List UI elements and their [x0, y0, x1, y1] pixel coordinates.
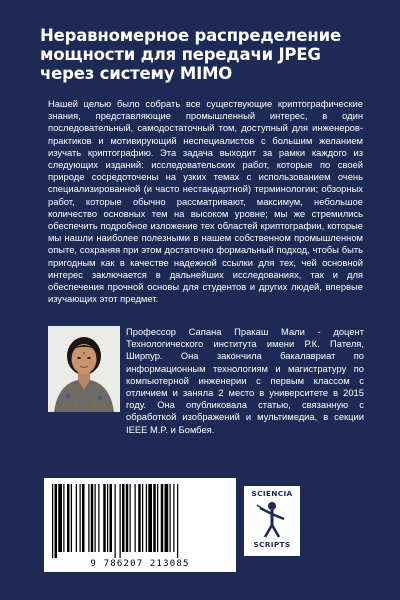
barcode-bar: [157, 484, 158, 552]
author-photo: [48, 326, 120, 412]
barcode-bar: [76, 484, 77, 552]
isbn-number: 9 786207 213085: [90, 559, 190, 569]
barcode-bar: [71, 484, 72, 552]
barcode-bar: [130, 484, 131, 552]
barcode-bar: [58, 484, 62, 552]
barcode-bar: [80, 484, 81, 552]
barcode-bar: [148, 484, 152, 552]
book-title-line: Неравномерное распределение: [40, 26, 341, 45]
barcode-bar: [126, 484, 129, 552]
barcode-bar: [110, 484, 113, 552]
publisher-name-line: SCRIPTS: [253, 540, 291, 549]
barcode-bar: [120, 484, 121, 558]
book-title: [40, 26, 370, 83]
author-bio: Профессор Сапана Пракаш Мали - доцент Технологического института имени Р.К. Пателя, Ширпур. Она закончила бакалавриат по информационным технологиям и магистратуру по компьютерной инженерии с первым классом с отличием и заняла 2 место в университете в 2015 году. Она опубликовала статью, связанную с обработкой изображений и мультимедиа, в секции IEEE M.P. и Бомбея.: [126, 326, 364, 435]
barcode-bar: [91, 484, 94, 552]
barcode-bar: [82, 484, 85, 552]
barcode-bar: [103, 484, 106, 552]
barcode-bar: [63, 484, 64, 552]
barcode-bar: [161, 484, 164, 552]
book-description: Нашей целью было собрать все существующие криптографические знания, представляющие промышленный интерес, в один последовательный, самодостаточный том, доступный для инженеров-практиков и мотивирующий неспециалистов с большим желанием изучать криптографию. Эта задача выходит за рамки каждого из следующих изданий: исследовательских работ, которые по своей природе сосредоточены на узких темах с использованием очень специализированной (и часто нестандартной) терминологии; обзорных работ, которые обычно рассматривают, максимум, небольшое количество основных тем на высоком уровне; мы же стремились обеспечить подробное изложение тех областей криптографии, которые мы нашли наиболее полезными в нашем собственном промышленном опыте, сохраняя при этом достаточно формальный подход, чтобы быть пригодным как в качестве надежной ссылки для тех, чей основной интерес заключается в дальнейших исследованиях, так и для обеспечения прочной основы для студентов и других людей, впервые изучающих этот предмет.: [48, 98, 363, 305]
barcode-icon: [50, 484, 230, 558]
barcode-bar: [177, 484, 178, 558]
barcode-bar: [88, 484, 89, 552]
barcode-bar: [138, 484, 141, 552]
barcode-bar: [153, 484, 156, 552]
barcode-bar: [115, 484, 116, 558]
isbn-barcode: [44, 478, 236, 572]
barcode-bar: [98, 484, 99, 552]
barcode-bar: [52, 484, 53, 558]
barcode-bar: [67, 484, 70, 552]
barcode-bar: [165, 484, 169, 552]
barcode-bar: [122, 484, 125, 552]
barcode-bar: [95, 484, 96, 552]
publisher-logo: [244, 486, 300, 556]
barcode-bar: [170, 484, 171, 552]
barcode-bar: [146, 484, 147, 552]
book-title-line: мощности для передачи JPEG: [40, 45, 321, 64]
barcode-bar: [142, 484, 143, 552]
barcode-bar: [55, 484, 58, 558]
author-portrait-icon: [48, 326, 120, 412]
publisher-name-line: SCIENCIA: [251, 489, 293, 498]
barcode-bar: [135, 484, 136, 552]
barcode-bar: [173, 484, 174, 552]
book-title-line: через систему MIMO: [40, 64, 233, 83]
barcode-bar: [107, 484, 108, 552]
scribe-figure-icon: [255, 499, 289, 539]
